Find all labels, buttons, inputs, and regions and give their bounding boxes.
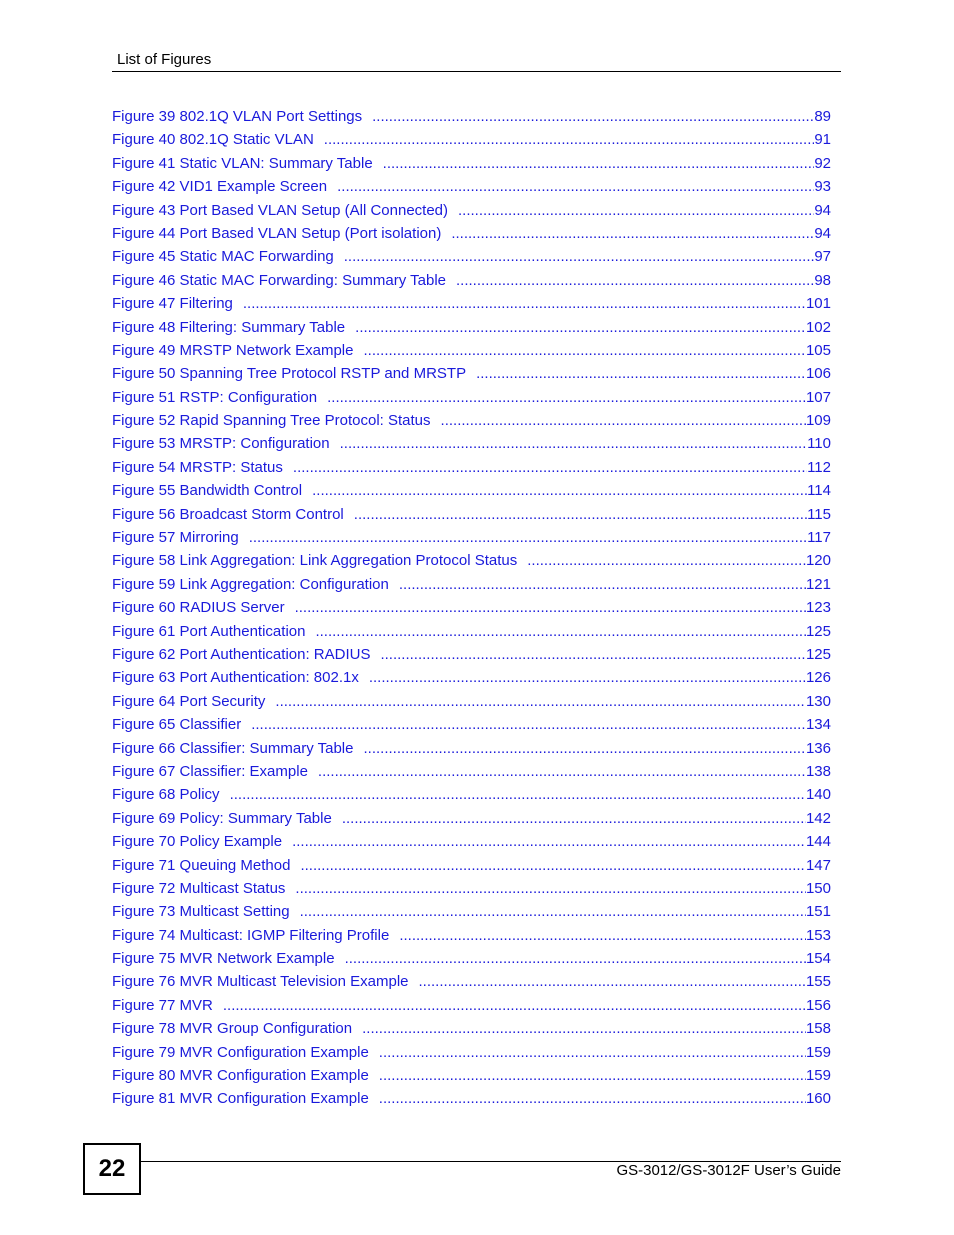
toc-dot-leader — [369, 666, 806, 689]
toc-entry-page: 151 — [805, 903, 831, 921]
toc-entry[interactable] — [112, 1017, 831, 1040]
toc-entry-page: 125 — [805, 622, 831, 640]
toc-dot-leader — [315, 620, 806, 643]
toc-dot-leader — [379, 1064, 806, 1087]
toc-entry[interactable] — [112, 456, 831, 479]
page-header-title: List of Figures — [117, 51, 212, 68]
toc-entry[interactable] — [112, 175, 831, 198]
toc-entry-label: Figure 77 MVR — [112, 996, 213, 1014]
toc-entry[interactable] — [112, 713, 831, 736]
toc-entry-page: 136 — [805, 739, 831, 757]
toc-dot-leader — [527, 549, 806, 572]
toc-dot-leader — [293, 456, 807, 479]
toc-dot-leader — [249, 526, 807, 549]
toc-dot-leader — [300, 854, 806, 877]
toc-dot-leader — [312, 479, 807, 502]
toc-dot-leader — [251, 713, 806, 736]
toc-entry-page: 134 — [805, 716, 831, 734]
toc-entry-page: 159 — [805, 1043, 831, 1061]
toc-entry-page: 147 — [805, 856, 831, 874]
toc-entry-page: 120 — [805, 552, 831, 570]
toc-dot-leader — [345, 947, 806, 970]
toc-dot-leader — [363, 737, 805, 760]
toc-entry[interactable] — [112, 970, 831, 993]
guide-title: GS-3012/GS-3012F User’s Guide — [616, 1162, 841, 1179]
toc-entry-label: Figure 51 RSTP: Configuration — [112, 388, 318, 406]
toc-dot-leader — [230, 783, 806, 806]
toc-entry[interactable] — [112, 526, 831, 549]
toc-entry[interactable] — [112, 432, 831, 455]
toc-entry[interactable] — [112, 947, 831, 970]
toc-entry-page: 110 — [807, 435, 831, 453]
toc-entry[interactable] — [112, 994, 831, 1017]
toc-entry[interactable] — [112, 339, 831, 362]
toc-entry[interactable] — [112, 549, 831, 572]
toc-entry-label: Figure 72 Multicast Status — [112, 879, 286, 897]
toc-entry-label: Figure 47 Filtering — [112, 295, 233, 313]
toc-entry[interactable] — [112, 245, 831, 268]
toc-entry[interactable] — [112, 479, 831, 502]
toc-dot-leader — [441, 409, 806, 432]
toc-entry-page: 159 — [805, 1067, 831, 1085]
toc-entry-page: 114 — [807, 482, 831, 500]
toc-entry-page: 142 — [805, 809, 831, 827]
toc-entry-page: 89 — [814, 108, 831, 125]
toc-entry-label: Figure 76 MVR Multicast Television Example — [112, 973, 409, 991]
toc-dot-leader — [456, 269, 814, 292]
toc-entry[interactable] — [112, 854, 831, 877]
toc-entry-label: Figure 62 Port Authentication: RADIUS — [112, 645, 371, 663]
toc-entry[interactable] — [112, 105, 831, 128]
toc-entry-page: 101 — [805, 295, 831, 313]
toc-entry-label: Figure 70 Policy Example — [112, 833, 283, 851]
toc-entry[interactable] — [112, 199, 831, 222]
toc-entry-page: 106 — [805, 365, 831, 383]
toc-entry-page: 153 — [805, 926, 831, 944]
toc-entry[interactable] — [112, 877, 831, 900]
toc-entry-page: 91 — [814, 131, 831, 149]
toc-dot-leader — [292, 830, 806, 853]
toc-entry-page: 115 — [807, 505, 831, 523]
toc-entry[interactable] — [112, 807, 831, 830]
toc-entry-label: Figure 43 Port Based VLAN Setup (All Connected) — [112, 201, 449, 219]
toc-dot-leader — [451, 222, 814, 245]
toc-dot-leader — [295, 877, 806, 900]
toc-dot-leader — [342, 807, 806, 830]
toc-entry-page: 156 — [805, 996, 831, 1014]
toc-entry-page: 160 — [805, 1090, 831, 1108]
toc-entry[interactable] — [112, 386, 831, 409]
toc-entry[interactable] — [112, 128, 831, 151]
toc-entry[interactable] — [112, 900, 831, 923]
toc-entry-page: 138 — [805, 762, 831, 780]
toc-entry[interactable] — [112, 924, 831, 947]
toc-entry-page: 97 — [814, 248, 831, 266]
toc-dot-leader — [340, 432, 807, 455]
toc-entry-label: Figure 41 Static VLAN: Summary Table — [112, 154, 373, 172]
toc-entry-label: Figure 60 RADIUS Server — [112, 599, 285, 617]
toc-entry[interactable] — [112, 783, 831, 806]
toc-dot-leader — [399, 573, 806, 596]
toc-entry-label: Figure 68 Policy — [112, 786, 220, 804]
toc-entry-page: 121 — [805, 575, 831, 593]
toc-entry-label: Figure 55 Bandwidth Control — [112, 482, 303, 500]
toc-entry[interactable] — [112, 620, 831, 643]
toc-entry[interactable] — [112, 152, 831, 175]
header-divider — [112, 71, 841, 72]
toc-dot-leader — [362, 1017, 806, 1040]
toc-entry[interactable] — [112, 222, 831, 245]
toc-entry-label: Figure 57 Mirroring — [112, 529, 239, 547]
toc-entry-page: 107 — [805, 388, 831, 406]
toc-entry[interactable] — [112, 1064, 831, 1087]
toc-entry-page: 112 — [807, 458, 831, 476]
toc-entry-label: Figure 79 MVR Configuration Example — [112, 1043, 369, 1061]
toc-entry-label: Figure 69 Policy: Summary Table — [112, 809, 332, 827]
toc-entry-label: Figure 63 Port Authentication: 802.1x — [112, 669, 359, 687]
toc-entry-label: Figure 61 Port Authentication — [112, 622, 306, 640]
toc-entry-label: Figure 80 MVR Configuration Example — [112, 1067, 369, 1085]
toc-entry-label: Figure 46 Static MAC Forwarding: Summary Table — [112, 271, 447, 289]
toc-dot-leader — [275, 690, 806, 713]
toc-entry-label: Figure 71 Queuing Method — [112, 856, 291, 874]
toc-dot-leader — [372, 105, 814, 128]
toc-entry-label: Figure 81 MVR Configuration Example — [112, 1090, 369, 1108]
toc-entry[interactable] — [112, 409, 831, 432]
toc-entry[interactable] — [112, 596, 831, 619]
toc-entry-page: 154 — [805, 950, 831, 968]
toc-entry-page: 125 — [805, 645, 831, 663]
toc-dot-leader — [344, 245, 815, 268]
toc-entry-page: 92 — [814, 154, 831, 172]
toc-dot-leader — [419, 970, 806, 993]
toc-entry[interactable] — [112, 690, 831, 713]
toc-entry-label: Figure 50 Spanning Tree Protocol RSTP and MRSTP — [112, 365, 467, 383]
toc-entry[interactable] — [112, 760, 831, 783]
toc-entry-page: 93 — [814, 178, 831, 196]
toc-entry[interactable] — [112, 362, 831, 385]
toc-entry[interactable] — [112, 269, 831, 292]
toc-entry-label: Figure 67 Classifier: Example — [112, 762, 308, 780]
toc-entry[interactable] — [112, 830, 831, 853]
toc-entry-page: 155 — [805, 973, 831, 991]
toc-entry-page: 109 — [805, 412, 831, 430]
toc-dot-leader — [324, 128, 815, 151]
toc-entry[interactable] — [112, 292, 831, 315]
toc-entry[interactable] — [112, 643, 831, 666]
toc-entry-label: Figure 52 Rapid Spanning Tree Protocol: Status — [112, 412, 431, 430]
toc-entry-label: Figure 58 Link Aggregation: Link Aggregation Protocol Status — [112, 552, 518, 570]
toc-entry[interactable] — [112, 316, 831, 339]
toc-entry-page: 105 — [805, 341, 831, 359]
page-number: 22 — [83, 1143, 141, 1195]
toc-dot-leader — [380, 643, 806, 666]
toc-entry-label: Figure 49 MRSTP Network Example — [112, 341, 354, 359]
toc-entry-page: 123 — [805, 599, 831, 617]
toc-dot-leader — [476, 362, 806, 385]
toc-entry-page: 102 — [805, 318, 831, 336]
toc-entry-label: Figure 74 Multicast: IGMP Filtering Profile — [112, 926, 390, 944]
toc-entry-label: Figure 59 Link Aggregation: Configuration — [112, 575, 389, 593]
toc-dot-leader — [399, 924, 806, 947]
list-of-figures — [112, 105, 831, 1111]
toc-entry-label: Figure 56 Broadcast Storm Control — [112, 505, 344, 523]
toc-entry[interactable] — [112, 666, 831, 689]
toc-dot-leader — [379, 1041, 806, 1064]
toc-entry-label: Figure 44 Port Based VLAN Setup (Port isolation) — [112, 224, 442, 242]
toc-dot-leader — [318, 760, 806, 783]
toc-dot-leader — [354, 503, 807, 526]
toc-entry-label: Figure 73 Multicast Setting — [112, 903, 290, 921]
toc-entry-label: Figure 42 VID1 Example Screen — [112, 178, 328, 196]
toc-dot-leader — [337, 175, 814, 198]
toc-entry[interactable] — [112, 737, 831, 760]
toc-dot-leader — [243, 292, 806, 315]
toc-entry[interactable] — [112, 1087, 831, 1110]
toc-entry-label: Figure 65 Classifier — [112, 716, 242, 734]
toc-entry-label: Figure 48 Filtering: Summary Table — [112, 318, 346, 336]
toc-dot-leader — [223, 994, 806, 1017]
toc-dot-leader — [379, 1087, 806, 1110]
toc-dot-leader — [383, 152, 815, 175]
toc-entry-label: Figure 45 Static MAC Forwarding — [112, 248, 334, 266]
toc-dot-leader — [363, 339, 805, 362]
toc-entry-label: Figure 54 MRSTP: Status — [112, 458, 283, 476]
toc-entry-label: Figure 40 802.1Q Static VLAN — [112, 131, 314, 149]
toc-entry[interactable] — [112, 503, 831, 526]
toc-entry-page: 98 — [814, 271, 831, 289]
toc-entry-label: Figure 53 MRSTP: Configuration — [112, 435, 330, 453]
toc-entry-page: 158 — [805, 1020, 831, 1038]
toc-entry-label: Figure 64 Port Security — [112, 692, 266, 710]
toc-entry-page: 150 — [805, 879, 831, 897]
toc-entry-page: 94 — [814, 224, 831, 242]
toc-entry-page: 130 — [805, 692, 831, 710]
toc-dot-leader — [300, 900, 806, 923]
toc-entry-label: Figure 75 MVR Network Example — [112, 950, 335, 968]
toc-entry-label: Figure 66 Classifier: Summary Table — [112, 739, 354, 757]
toc-entry-label: Figure 78 MVR Group Configuration — [112, 1020, 353, 1038]
toc-entry[interactable] — [112, 573, 831, 596]
toc-dot-leader — [355, 316, 806, 339]
toc-entry-page: 94 — [814, 201, 831, 219]
toc-dot-leader — [295, 596, 806, 619]
toc-entry[interactable] — [112, 1041, 831, 1064]
toc-entry-page: 144 — [805, 833, 831, 851]
toc-dot-leader — [327, 386, 806, 409]
toc-entry-label: Figure 39 802.1Q VLAN Port Settings — [112, 108, 363, 125]
toc-dot-leader — [458, 199, 814, 222]
toc-entry-page: 140 — [805, 786, 831, 804]
toc-entry-page: 117 — [807, 529, 831, 547]
toc-entry-page: 126 — [805, 669, 831, 687]
